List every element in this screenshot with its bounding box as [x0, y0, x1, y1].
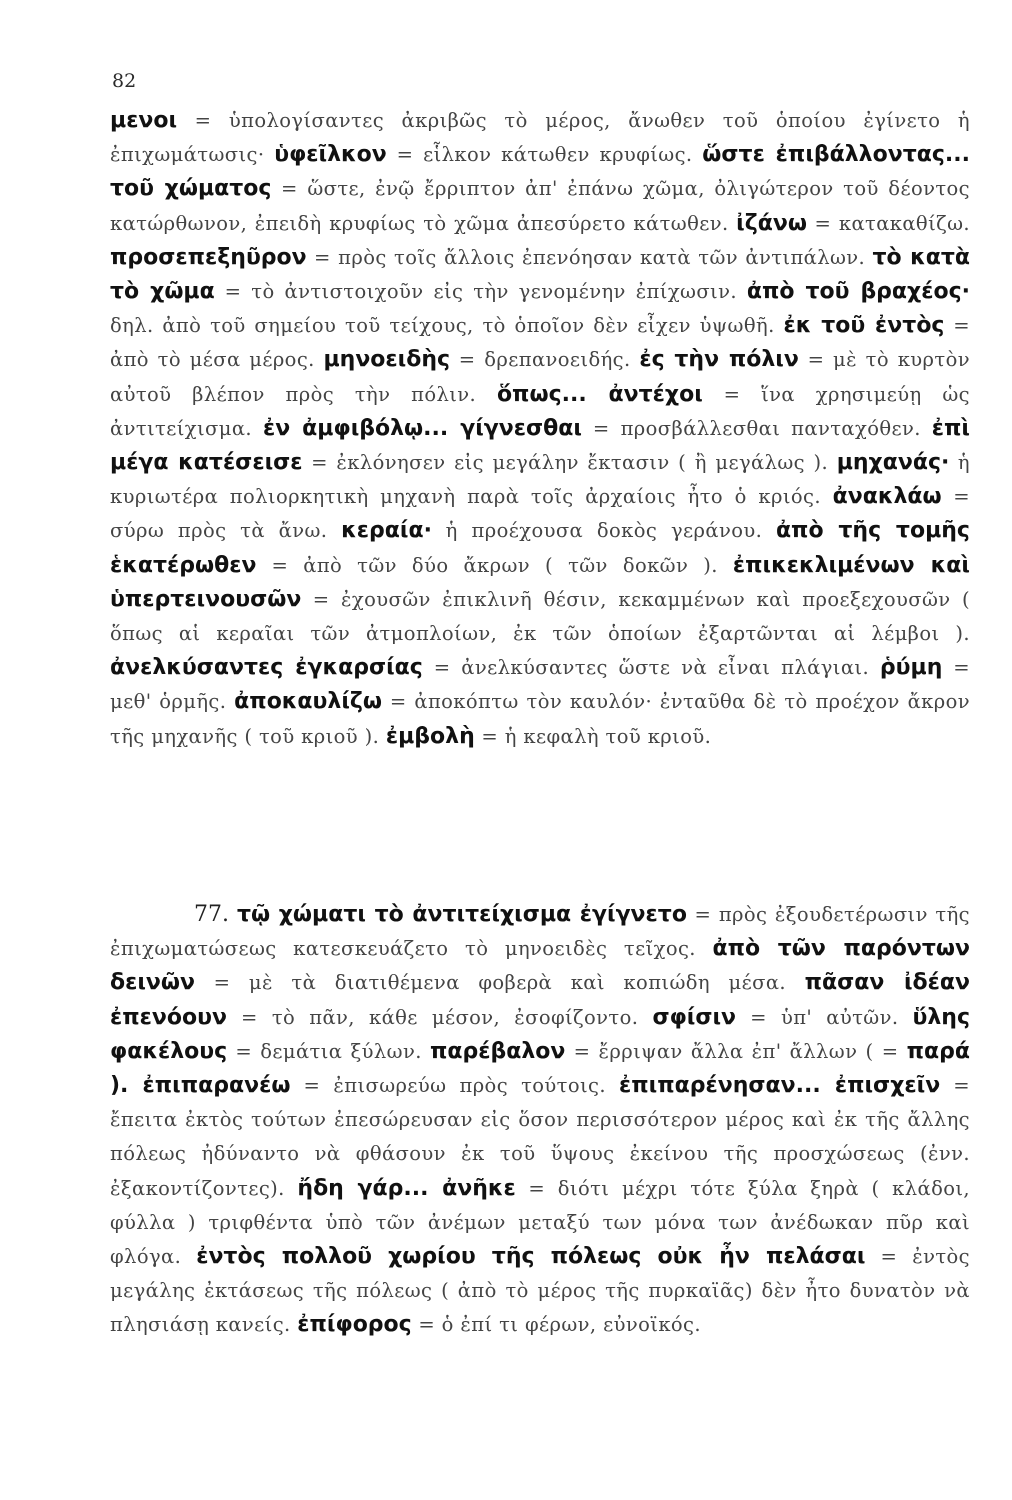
lemma-term: ἐς τὴν πόλιν	[639, 347, 799, 373]
lemma-term: ὥστε ἐπιβάλλοντας... τοῦ χώματος	[110, 142, 970, 202]
gloss-text: = ἐχουσῶν ἐπικλινῆ θέσιν, κεκαμμένων καὶ προεξεχουσῶν ( ὅπως αἱ κεραῖαι τῶν ἀτμοπλοίων, ἐκ τῶν ὁποίων ἐξαρτῶνται αἱ λέμβοι ).	[110, 587, 970, 646]
lemma-term: ἀπὸ τοῦ βραχέος·	[746, 279, 970, 305]
gloss-text: = μεθ' ὁρμῆς.	[110, 656, 970, 714]
lemma-term: ἐπικεκλιμένων καὶ ὑπερτεινουσῶν	[110, 552, 970, 612]
lemma-term: ἀποκαυλίζω	[234, 689, 383, 715]
lemma-term: ἐπιπαρένησαν... ἐπισχεῖν	[619, 1073, 941, 1099]
gloss-text: = πρὸς ἐξουδετέρωσιν τῆς ἐπιχωματώσεως κατεσκευάζετο τὸ μηνοειδὲς τεῖχος.	[110, 903, 970, 961]
lemma-term: ἀπὸ τῆς τομῆς ἑκατέρωθεν	[110, 518, 970, 578]
gloss-text: = ἔρριψαν ἄλλα ἐπ' ἄλλων ( =	[565, 1039, 907, 1063]
gloss-text: ἡ κυριωτέρα πολιορκητικὴ μηχανὴ παρὰ τοῖς ἀρχαίοις ἦτο ὁ κριός.	[110, 451, 971, 509]
gloss-text: = ἐπισωρεύω πρὸς τούτοις.	[290, 1074, 620, 1098]
gloss-text: = ὁ ἐπί τι φέρων, εὐνοϊκός.	[411, 1313, 701, 1337]
gloss-text: = ἀπὸ τὸ μέσα μέρος.	[110, 314, 971, 372]
gloss-text: = μὲ τὰ διατιθέμενα φοβερὰ καὶ κοπιώδη μέσα.	[195, 971, 805, 995]
lemma-term: ὑφεῖλκον	[274, 142, 387, 168]
gloss-text: = σύρω πρὸς τὰ ἄνω.	[110, 485, 970, 543]
lemma-term: ἐκ τοῦ ἐντὸς	[783, 313, 945, 339]
lemma-term: μενοι	[110, 108, 178, 133]
lemma-term: ἐντὸς πολλοῦ χωρίου τῆς πόλεως οὐκ ἦν πελάσαι	[196, 1244, 866, 1270]
gloss-text: = ὥστε, ἐνῷ ἔρριπτον ἀπ' ἐπάνω χῶμα, ὀλιγώτερον τοῦ δέοντος κατώρθωνον, ἐπειδὴ κρυφίως τὸ χῶμα ἀπεσύρετο κάτωθεν.	[110, 177, 970, 235]
commentary-block-2	[110, 898, 970, 1343]
commentary-paragraph	[110, 104, 970, 754]
page-number: 82	[112, 70, 137, 92]
lemma-term: παρά ). ἐπιπαρανέω	[110, 1038, 971, 1099]
gloss-text: δηλ. ἀπὸ τοῦ σημείου τοῦ τείχους, τὸ ὁποῖον δὲν εἶχεν ὑψωθῆ.	[110, 314, 784, 338]
lemma-term: ἀπὸ τῶν παρόντων δεινῶν	[110, 936, 970, 996]
lemma-term: ἤδη γάρ... ἀνῆκε	[297, 1175, 516, 1201]
lemma-term: ἀνελκύσαντες ἐγκαρσίας	[110, 655, 423, 681]
lemma-term: μηνοειδὴς	[323, 347, 451, 373]
gloss-text: = ἀποκόπτω τὸν καυλόν· ἐνταῦθα δὲ τὸ προέχον ἄκρον τῆς μηχανῆς ( τοῦ κριοῦ ).	[110, 690, 970, 748]
commentary-paragraph-77	[110, 898, 970, 1343]
lemma-term: κεραία·	[341, 518, 432, 544]
gloss-text: ἡ προέχουσα δοκὸς γεράνου.	[431, 519, 776, 543]
lemma-term: ῥύμη	[879, 655, 943, 681]
gloss-text: = προσβάλλεσθαι πανταχόθεν.	[581, 416, 932, 440]
gloss-text: = ἀνελκύσαντες ὥστε νὰ εἶναι πλάγιαι.	[422, 656, 880, 680]
gloss-text: = ἐντὸς μεγάλης ἐκτάσεως τῆς πόλεως ( ἀπὸ τὸ μέρος τῆς πυρκαϊᾶς) δὲν ἦτο δυνατὸν νὰ πλησιάσῃ κανείς.	[110, 1245, 970, 1337]
lemma-term: ἐμβολὴ	[385, 723, 475, 749]
gloss-text: = διότι μέχρι τότε ξύλα ξηρὰ ( κλάδοι, φύλλα ) τριφθέντα ὑπὸ τῶν ἀνέμων μεταξύ των μόνα των ἀνέδωκαν πῦρ καὶ φλόγα.	[110, 1176, 971, 1269]
section-number: 77.	[194, 902, 237, 927]
gloss-text: = εἷλκον κάτωθεν κρυφίως.	[386, 143, 703, 167]
gloss-text: = ἵνα χρησιμεύῃ ὡς ἀντιτείχισμα.	[110, 382, 970, 440]
gloss-text: = ἔπειτα ἐκτὸς τούτων ἐπεσώρευσαν εἰς ὅσον περισσότερον μέρος καὶ ἐκ τῆς ἄλλης πόλεως ἠδύναντο νὰ φθάσουν ἐκ τοῦ ὕψους ἐκείνου τῆς προσχώσεως (ἐνν. ἐξακοντίζοντες).	[110, 1074, 970, 1200]
lemma-term: ἰζάνω	[736, 210, 807, 236]
lemma-term: ἐπὶ μέγα κατέσεισε	[110, 415, 971, 476]
lemma-term: προσεπεξηῦρον	[110, 244, 307, 270]
gloss-text: = δεμάτια ξύλων.	[227, 1039, 430, 1063]
gloss-text: = ὑπ' αὐτῶν.	[736, 1005, 913, 1029]
gloss-text: = μὲ τὸ κυρτὸν αὐτοῦ βλέπον πρὸς τὴν πόλιν.	[110, 348, 971, 406]
lemma-term: ἐν ἀμφιβόλῳ... γίγνεσθαι	[262, 415, 582, 441]
lemma-term: παρέβαλον	[430, 1038, 566, 1064]
lemma-term: ὅπως... ἀντέχοι	[496, 381, 703, 407]
lemma-term: ἐπίφορος	[297, 1312, 412, 1338]
lemma-term: μηχανάς·	[836, 450, 950, 476]
lemma-term: ἀνακλάω	[832, 484, 942, 510]
gloss-text: = ἀπὸ τῶν δύο ἄκρων ( τῶν δοκῶν ).	[256, 553, 733, 577]
lemma-term: ὕλης φακέλους	[110, 1004, 971, 1064]
gloss-text: = κατακαθίζω.	[806, 211, 970, 235]
gloss-text: = τὸ πᾶν, κάθε μέσον, ἐσοφίζοντο.	[226, 1005, 653, 1029]
gloss-text: = τὸ ἀντιστοιχοῦν εἰς τὴν γενομένην ἐπίχωσιν.	[214, 280, 747, 304]
gloss-text: = πρὸς τοῖς ἄλλοις ἐπενόησαν κατὰ τῶν ἀντιπάλων.	[306, 245, 873, 269]
gloss-text: = ὑπολογίσαντες ἀκριβῶς τὸ μέρος, ἄνωθεν τοῦ ὁποίου ἐγίνετο ἡ ἐπιχωμάτωσις·	[110, 109, 970, 167]
gloss-text: = ἡ κεφαλὴ τοῦ κριοῦ.	[474, 724, 712, 748]
gloss-text: = δρεπανοειδής.	[450, 348, 640, 372]
gloss-text: = ἐκλόνησεν εἰς μεγάλην ἔκτασιν ( ἢ μεγάλως ).	[302, 451, 837, 475]
lemma-term: τὸ κατὰ τὸ χῶμα	[110, 244, 970, 305]
lemma-term: σφίσιν	[652, 1004, 737, 1030]
lemma-term: τῷ χώματι τὸ ἀντιτείχισμα ἐγίγνετο	[236, 902, 687, 927]
lemma-term: πᾶσαν ἰδέαν ἐπενόουν	[110, 970, 970, 1030]
commentary-block-1	[110, 104, 970, 754]
